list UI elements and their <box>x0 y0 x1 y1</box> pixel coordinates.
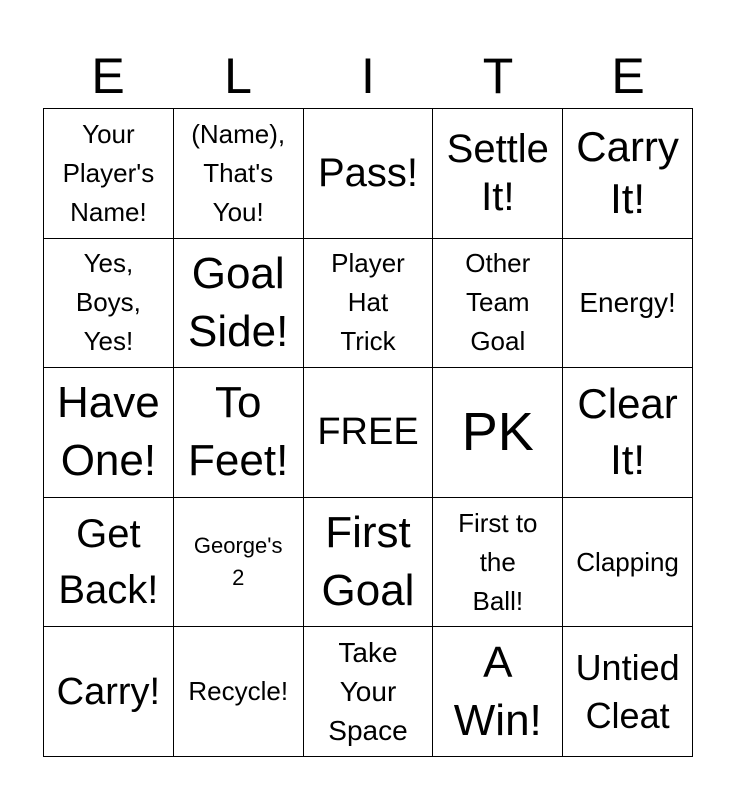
cell-text: A Win! <box>453 637 542 745</box>
bingo-header <box>43 44 693 108</box>
bingo-cell-r3c4[interactable] <box>433 368 563 498</box>
cell-text: (Name), That's You! <box>191 118 286 227</box>
header-letter-l: L <box>224 48 252 104</box>
cell-text: Have One! <box>57 378 160 486</box>
header-letter-i: I <box>361 48 375 104</box>
bingo-cell-r5c3[interactable] <box>304 627 434 757</box>
bingo-cell-r4c4[interactable] <box>433 498 563 628</box>
bingo-cell-r2c3[interactable] <box>304 239 434 369</box>
bingo-cell-r2c5[interactable] <box>563 239 693 369</box>
cell-text: Your Player's Name! <box>62 118 155 227</box>
cell-text: To Feet! <box>188 378 289 486</box>
cell-text: Clapping <box>576 546 679 577</box>
bingo-cell-r1c5[interactable] <box>563 109 693 239</box>
cell-text: Pass! <box>317 151 419 196</box>
header-letter-e: E <box>91 48 125 104</box>
bingo-cell-r5c4[interactable] <box>433 627 563 757</box>
bingo-board <box>43 108 693 757</box>
bingo-cell-r3c1[interactable] <box>44 368 174 498</box>
bingo-cell-r5c2[interactable] <box>174 627 304 757</box>
cell-text: Recycle! <box>188 676 289 707</box>
bingo-cell-r4c3[interactable] <box>304 498 434 628</box>
cell-text: Take Your Space <box>328 637 408 747</box>
cell-text: Get Back! <box>58 512 159 613</box>
cell-text: Carry! <box>56 670 161 713</box>
bingo-cell-r1c1[interactable] <box>44 109 174 239</box>
bingo-cell-r4c5[interactable] <box>563 498 693 628</box>
bingo-cell-r3c3[interactable] <box>304 368 434 498</box>
cell-text: Goal Side! <box>188 248 289 356</box>
bingo-cell-r4c1[interactable] <box>44 498 174 628</box>
bingo-cell-r5c1[interactable] <box>44 627 174 757</box>
bingo-cell-r4c2[interactable] <box>174 498 304 628</box>
bingo-cell-r2c4[interactable] <box>433 239 563 369</box>
cell-text: Other Team Goal <box>465 248 531 357</box>
bingo-cell-r1c4[interactable] <box>433 109 563 239</box>
cell-text: First Goal <box>321 508 415 616</box>
cell-text: Yes, Boys, Yes! <box>75 248 141 357</box>
cell-text: First to the Ball! <box>458 507 538 616</box>
cell-text: FREE <box>317 411 419 454</box>
bingo-cell-r3c5[interactable] <box>563 368 693 498</box>
cell-text: Untied Cleat <box>575 646 680 736</box>
cell-text: Energy! <box>579 286 676 318</box>
cell-text: Clear It! <box>577 380 678 484</box>
header-letter-e2: E <box>611 48 645 104</box>
cell-text: Player Hat Trick <box>331 248 405 357</box>
cell-text: George's 2 <box>193 533 283 591</box>
cell-text: Carry It! <box>576 123 679 223</box>
bingo-cell-r2c1[interactable] <box>44 239 174 369</box>
bingo-cell-r1c3[interactable] <box>304 109 434 239</box>
bingo-cell-r2c2[interactable] <box>174 239 304 369</box>
header-letter-t: T <box>482 48 514 104</box>
bingo-cell-r5c5[interactable] <box>563 627 693 757</box>
cell-text: Settle It! <box>446 127 549 220</box>
bingo-cell-r3c2[interactable] <box>174 368 304 498</box>
bingo-cell-r1c2[interactable] <box>174 109 304 239</box>
cell-text: PK <box>461 402 534 463</box>
